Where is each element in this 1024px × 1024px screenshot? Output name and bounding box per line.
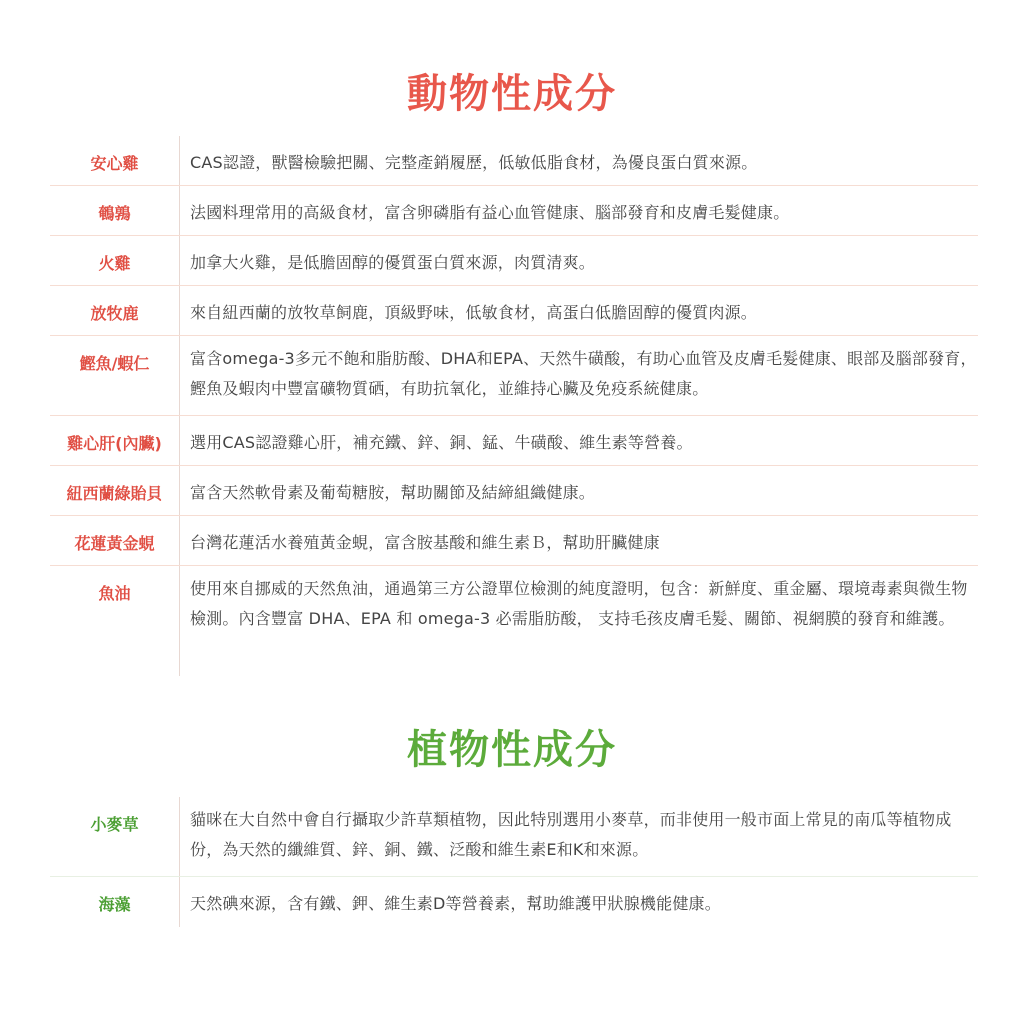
table-row (50, 136, 978, 186)
plant-section-title: 植物性成分 (407, 727, 617, 773)
ingredient-description: 加拿大火雞，是低膽固醇的優質蛋白質來源，肉質清爽。 (190, 253, 596, 272)
table-row (50, 516, 978, 566)
table-row (50, 186, 978, 236)
table-row (50, 236, 978, 286)
ingredient-name: 鵪鶉 (50, 186, 180, 235)
ingredient-description: 天然碘來源，含有鐵、鉀、維生素D等營養素，幫助維護甲狀腺機能健康。 (190, 894, 721, 913)
table-row (50, 416, 978, 466)
ingredient-description: 富含omega-3多元不飽和脂肪酸、DHA和EPA、天然牛磺酸，有助心血管及皮膚毛髮健康、眼部及腦部發育，鰹魚及蝦肉中豐富礦物質硒，有助抗氧化，並維持心臟及免疫系統健康。 (190, 349, 977, 398)
ingredient-name: 鰹魚/蝦仁 (50, 336, 180, 415)
ingredient-name: 花蓮黃金蜆 (50, 516, 180, 565)
ingredient-description: 貓咪在大自然中會自行攝取少許草類植物，因此特別選用小麥草，而非使用一般市面上常見的南瓜等植物成份，為天然的纖維質、鋅、銅、鐵、泛酸和維生素E和K和來源。 (190, 810, 952, 859)
ingredient-description: 法國料理常用的高級食材，富含卵磷脂有益心血管健康、腦部發育和皮膚毛髮健康。 (190, 203, 790, 222)
table-row (50, 797, 978, 877)
ingredient-description: CAS認證，獸醫檢驗把關、完整產銷履歷，低敏低脂食材，為優良蛋白質來源。 (190, 153, 758, 172)
ingredient-description: 使用來自挪威的天然魚油，通過第三方公證單位檢測的純度證明，包含：新鮮度、重金屬、環境毒素與微生物檢測。內含豐富 DHA、EPA 和 omega-3 必需脂肪酸， 支持毛孩皮膚毛髮、關節、視網膜的發育和維護。 (190, 579, 968, 628)
table-row (50, 336, 978, 416)
ingredient-name: 火雞 (50, 236, 180, 285)
table-row (50, 566, 978, 676)
animal-section-title: 動物性成分 (407, 71, 617, 117)
ingredient-name: 安心雞 (50, 136, 180, 185)
ingredient-name: 海藻 (50, 877, 180, 927)
ingredient-name: 雞心肝(內臟) (50, 416, 180, 465)
plant-ingredients-table (50, 797, 978, 927)
table-row (50, 466, 978, 516)
table-row (50, 286, 978, 336)
ingredient-name: 小麥草 (50, 797, 180, 876)
ingredient-description: 台灣花蓮活水養殖黃金蜆，富含胺基酸和維生素Ｂ，幫助肝臟健康 (190, 533, 660, 552)
table-row (50, 877, 978, 927)
ingredient-description: 選用CAS認證雞心肝，補充鐵、鋅、銅、錳、牛磺酸、維生素等營養。 (190, 433, 693, 452)
animal-ingredients-table (50, 136, 978, 676)
ingredient-description: 來自紐西蘭的放牧草飼鹿，頂級野味，低敏食材，高蛋白低膽固醇的優質肉源。 (190, 303, 758, 322)
ingredient-name: 魚油 (50, 566, 180, 676)
ingredient-name: 紐西蘭綠貽貝 (50, 466, 180, 515)
ingredient-description: 富含天然軟骨素及葡萄糖胺，幫助關節及結締組織健康。 (190, 483, 596, 502)
ingredient-name: 放牧鹿 (50, 286, 180, 335)
